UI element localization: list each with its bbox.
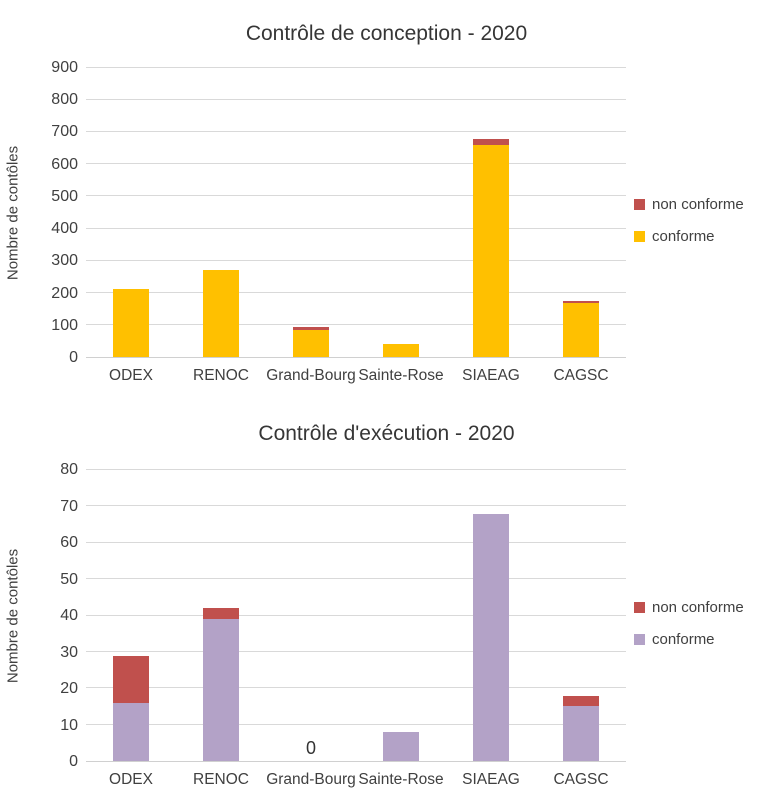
y-axis-tick-label: 30	[60, 643, 78, 661]
bar-segment-conforme	[203, 270, 239, 357]
x-axis-category-label: RENOC	[193, 771, 249, 788]
gridline	[86, 505, 626, 506]
x-axis-category-labels	[0, 762, 773, 800]
legend-label: conforme	[652, 630, 715, 648]
bar-segment-conforme	[473, 514, 509, 761]
y-axis-label-column	[0, 470, 26, 762]
chart-title: Contrôle de conception - 2020	[245, 22, 528, 45]
y-axis-tick-label: 900	[51, 59, 78, 76]
y-axis-tick-label: 800	[51, 91, 78, 109]
legend-label: non conforme	[652, 598, 744, 616]
x-axis-category-label: Sainte-Rose	[358, 367, 444, 384]
gridline	[86, 324, 626, 325]
gridline	[86, 469, 626, 470]
bar-segment-conforme	[383, 344, 419, 357]
legend-label: conforme	[652, 227, 715, 245]
bar-segment-conforme	[563, 706, 599, 761]
y-axis-tick-label: 40	[60, 607, 78, 624]
gridline	[86, 542, 626, 543]
gridline	[86, 292, 626, 293]
y-axis-label: Nombre de contôles	[4, 145, 22, 281]
bar-segment-conforme	[383, 732, 419, 761]
x-axis-category-label: Grand-Bourg	[266, 367, 356, 384]
legend	[626, 484, 773, 762]
legend-swatch	[634, 231, 645, 242]
gridline	[86, 99, 626, 100]
bar-segment-conforme	[203, 619, 239, 761]
x-axis-category-label: RENOC	[193, 367, 249, 384]
legend-swatch	[634, 634, 645, 645]
bar-segment-conforme	[473, 145, 509, 357]
bar-segment-conforme	[293, 330, 329, 357]
plot-area	[86, 68, 626, 358]
legend-swatch	[634, 199, 645, 210]
gridline	[86, 651, 626, 652]
gridline	[86, 724, 626, 725]
gridline	[86, 163, 626, 164]
chart-body	[0, 461, 773, 770]
x-axis-category-label: Sainte-Rose	[358, 771, 444, 788]
x-axis-category-label: ODEX	[109, 367, 153, 384]
y-axis-ticks	[26, 461, 86, 770]
y-axis-tick-label: 50	[60, 570, 78, 588]
chart-controle-de-conception	[0, 0, 773, 398]
gridline	[86, 228, 626, 229]
x-axis-category-labels	[0, 358, 773, 398]
x-axis-category-label: Grand-Bourg	[266, 771, 356, 788]
bar-segment-conforme	[113, 289, 149, 357]
y-axis-tick-label: 200	[51, 284, 78, 302]
chart-controle-d-execution	[0, 398, 773, 800]
y-axis-tick-label: 300	[51, 252, 78, 270]
bar-segment-non-conforme	[293, 327, 329, 330]
chart-header	[0, 398, 773, 470]
y-axis-tick-label: 80	[60, 461, 78, 478]
x-axis-category-label: CAGSC	[553, 771, 609, 788]
y-axis-tick-label: 0	[69, 349, 78, 366]
bar-segment-non-conforme	[563, 696, 599, 707]
legend-swatch	[634, 602, 645, 613]
y-axis-tick-label: 600	[51, 155, 78, 173]
chart-body	[0, 59, 773, 366]
y-axis-label: Nombre de contôles	[4, 548, 22, 684]
y-axis-tick-label: 500	[51, 187, 78, 205]
legend-item-non-conforme	[634, 196, 773, 213]
bar-segment-non-conforme	[203, 608, 239, 619]
bar-segment-non-conforme	[113, 656, 149, 703]
y-axis-tick-label: 400	[51, 220, 78, 238]
gridline	[86, 67, 626, 68]
gridline	[86, 615, 626, 616]
chart-title: Contrôle d'exécution - 2020	[258, 422, 515, 445]
legend-item-non-conforme	[634, 599, 773, 616]
y-axis-ticks	[26, 59, 86, 366]
bar-segment-conforme	[563, 303, 599, 357]
x-axis-category-label: CAGSC	[553, 367, 609, 384]
y-axis-label-column	[0, 68, 26, 358]
plot-area	[86, 470, 626, 762]
bar-segment-conforme	[113, 703, 149, 761]
legend-label: non conforme	[652, 195, 744, 213]
x-axis-category-label: ODEX	[109, 771, 153, 788]
y-axis-tick-label: 20	[60, 680, 78, 697]
y-axis-tick-label: 60	[60, 534, 78, 551]
legend-item-conforme	[634, 631, 773, 648]
gridline	[86, 260, 626, 261]
legend-item-conforme	[634, 228, 773, 245]
bar-segment-non-conforme	[473, 139, 509, 145]
x-axis-category-label: SIAEAG	[462, 367, 520, 384]
y-axis-tick-label: 10	[60, 716, 78, 734]
bar-segment-non-conforme	[563, 301, 599, 303]
zero-value-label: 0	[305, 738, 316, 758]
y-axis-tick-label: 100	[51, 316, 78, 334]
gridline	[86, 195, 626, 196]
x-axis-category-label: SIAEAG	[462, 771, 520, 788]
y-axis-tick-label: 70	[60, 497, 78, 515]
y-axis-tick-label: 700	[51, 123, 78, 141]
legend	[626, 82, 773, 358]
gridline	[86, 578, 626, 579]
gridline	[86, 131, 626, 132]
y-axis-tick-label: 0	[69, 753, 78, 770]
chart-header	[0, 0, 773, 68]
gridline	[86, 687, 626, 688]
